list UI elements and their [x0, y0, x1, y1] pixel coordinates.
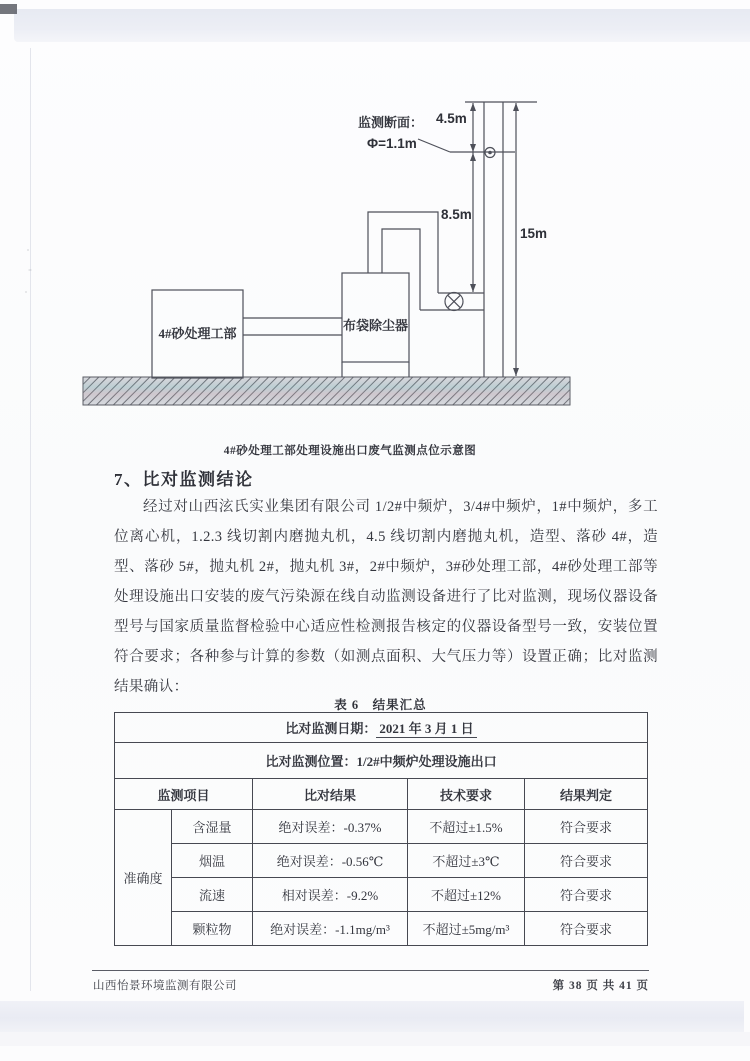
bag-filter-box [342, 273, 409, 377]
leader-line [418, 139, 450, 152]
sand-processing-box [152, 290, 243, 378]
header-item: 监测项目 [115, 779, 253, 810]
sand-processing-label: 4#砂处理工部 [158, 326, 237, 341]
date-value: 2021 年 3 月 1 日 [376, 721, 476, 738]
item-cell: 流速 [172, 878, 253, 912]
result-cell: 相对误差：-9.2% [253, 878, 408, 912]
requirement-cell: 不超过±5mg/m³ [408, 912, 525, 946]
diameter-label: Φ=1.1m [367, 136, 417, 151]
table-row [115, 844, 648, 878]
item-cell: 颗粒物 [172, 912, 253, 946]
item-cell: 烟温 [172, 844, 253, 878]
location-value: 1/2#中频炉处理设施出口 [356, 754, 497, 769]
item-cell: 含湿量 [172, 810, 253, 844]
group-label-cell: 准确度 [115, 810, 172, 946]
footer-page-number: 第 38 页 共 41 页 [552, 980, 649, 992]
monitoring-point-diagram [0, 0, 750, 435]
judgment-cell: 符合要求 [525, 912, 648, 946]
requirement-cell: 不超过±1.5% [408, 810, 525, 844]
header-requirement: 技术要求 [408, 779, 525, 810]
judgment-cell: 符合要求 [525, 810, 648, 844]
requirement-cell: 不超过±12% [408, 878, 525, 912]
date-label: 比对监测日期： [285, 721, 377, 736]
location-cell [115, 743, 648, 779]
table-row [115, 912, 648, 946]
table-row-date [115, 713, 648, 743]
dim-8-5m-label: 8.5m [441, 207, 472, 222]
table-row [115, 810, 648, 844]
dimension-line-inner [470, 103, 476, 292]
result-cell: 绝对误差：-1.1mg/m³ [253, 912, 408, 946]
result-cell: 绝对误差：-0.56℃ [253, 844, 408, 878]
bag-filter-label: 布袋除尘器 [342, 318, 409, 333]
fan-icon [445, 293, 463, 311]
table-row [115, 878, 648, 912]
header-judgment: 结果判定 [525, 779, 648, 810]
judgment-cell: 符合要求 [525, 844, 648, 878]
requirement-cell: 不超过±3℃ [408, 844, 525, 878]
table-header-row [115, 779, 648, 810]
header-result: 比对结果 [253, 779, 408, 810]
table-title: 表 6 结果汇总 [334, 698, 427, 712]
footer-divider [92, 970, 649, 971]
section-heading: 7、比对监测结论 [114, 470, 254, 489]
scan-artifact-bottom-band [0, 1001, 744, 1032]
monitor-section-label: 监测断面： [358, 115, 424, 130]
results-summary-table [114, 712, 648, 946]
connecting-duct [243, 318, 342, 335]
monitoring-section [418, 139, 515, 158]
dim-4-5m-label: 4.5m [436, 111, 467, 126]
date-cell [115, 713, 648, 743]
result-cell: 绝对误差：-0.37% [253, 810, 408, 844]
diagram-caption: 4#砂处理工部处理设施出口废气监测点位示意图 [223, 445, 477, 457]
table-row-location [115, 743, 648, 779]
scan-artifact-bottom-strip [0, 1032, 750, 1046]
dim-15m-label: 15m [520, 226, 548, 241]
footer-company-name: 山西怡景环境监测有限公司 [93, 980, 237, 992]
judgment-cell: 符合要求 [525, 878, 648, 912]
outlet-duct [368, 212, 484, 310]
conclusion-paragraph: 经过对山西泫氏实业集团有限公司 1/2#中频炉，3/4#中频炉，1#中频炉，多工位离心机，1.2.3 线切割内磨抛丸机，4.5 线切割内磨抛丸机，造型、落砂 4#，造型、落砂 5#，抛丸机 2#，抛丸机 3#，2#中频炉，3#砂处理工部，4#砂处理工部等处理设施出口安装的废气污染源在线自动监测设备进行了比对监测，现场仪器设备型号与国家质量监督检验中心适应性检测报告核定的仪器设备型号一致，安装位置符合要求；各种参与计算的参数（如测点面积、大气压力等）设置正确；比对监测结果确认： [114, 499, 658, 695]
dimension-line-total [513, 103, 519, 376]
ground-hatch [83, 377, 570, 405]
location-label: 比对监测位置： [265, 754, 357, 769]
